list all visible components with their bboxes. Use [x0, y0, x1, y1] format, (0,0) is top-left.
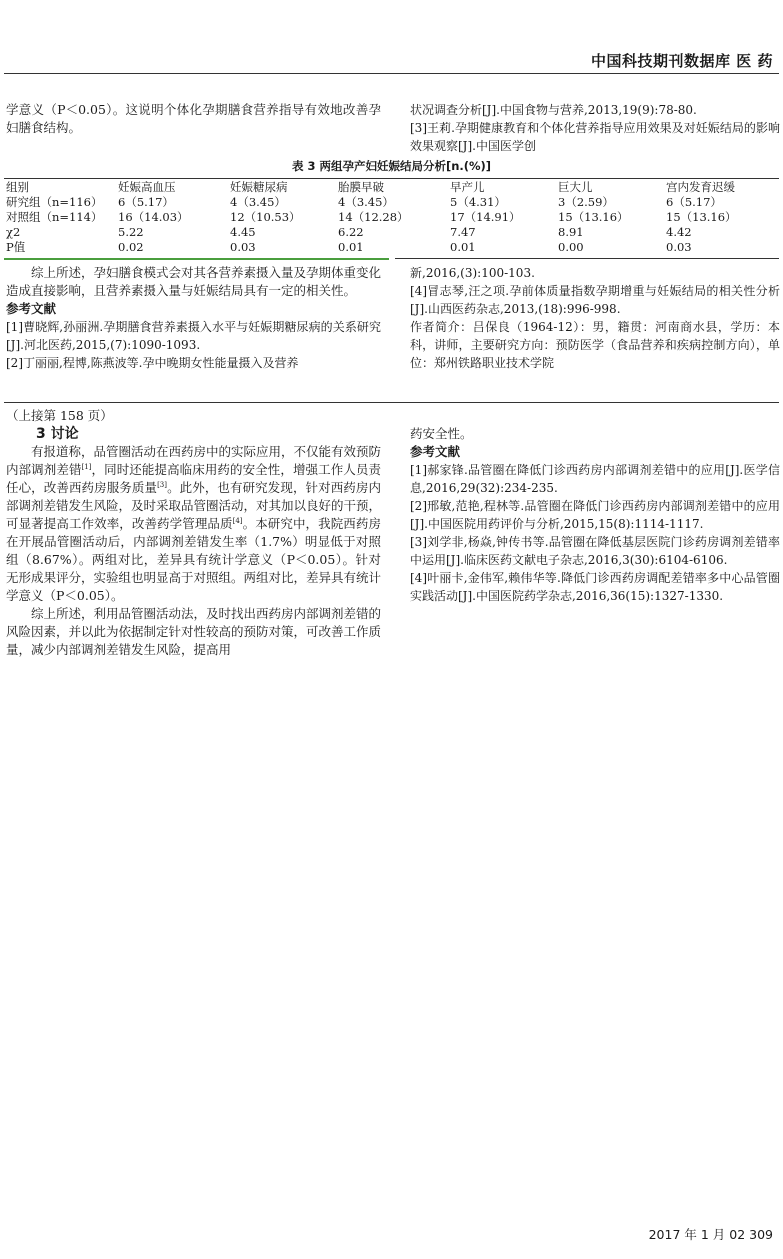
table-cell: 16（14.03） — [118, 210, 189, 224]
table-cell: P值 — [6, 240, 26, 254]
reference-item: [1]曹晓辉,孙丽洲.孕期膳食营养素摄入水平与妊娠期糖尿病的关系研究[J].河北医药,2015,(7):1090-1093. — [6, 320, 381, 352]
reference-item: [4]冒志琴,汪之项.孕前体质量指数孕期增重与妊娠结局的相关性分析[J].山西医药杂志,2013,(18):996-998. — [410, 284, 780, 316]
continued-note: （上接第 158 页） — [6, 408, 113, 423]
table-cell: 0.00 — [558, 240, 584, 254]
discussion-paragraph — [6, 443, 381, 605]
table-row — [4, 210, 774, 225]
top-right-column — [410, 101, 780, 155]
table-header-cell: 巨大儿 — [558, 180, 593, 194]
reference-item: [2]丁丽丽,程博,陈燕波等.孕中晚期女性能量摄入及营养 — [6, 356, 299, 370]
mid-left-column — [6, 264, 381, 372]
table-cell: 17（14.91） — [450, 210, 521, 224]
discussion-text: ，同时还能提高临床用药的安全性，增强工作人员责任心，改善西药房服务质量 — [6, 462, 381, 495]
section-divider-green — [4, 258, 389, 260]
table-cell: 0.01 — [338, 240, 364, 254]
reference-item: 状况调查分析[J].中国食物与营养,2013,19(9):78-80. — [410, 103, 697, 117]
table-cell: 0.01 — [450, 240, 476, 254]
table-cell: 5（4.31） — [450, 195, 506, 209]
mid-right-column — [410, 264, 780, 372]
outcome-table-wrap — [4, 180, 779, 255]
outcome-table — [4, 180, 774, 255]
table-row — [4, 225, 774, 240]
top-left-column — [6, 101, 381, 137]
discussion-text: 。此外，也有研究发现，针对西药房内部调剂差错发生风险，及时采取品管圈活动，对其加以良好的干预，可显著提高工作效率，改善药学管理品质 — [6, 480, 382, 531]
table-header-cell: 妊娠高血压 — [118, 180, 176, 194]
table-cell: 研究组（n=116） — [6, 195, 103, 209]
table-cell: 6.22 — [338, 225, 364, 239]
article-separator-rule — [4, 402, 779, 403]
journal-title: 中国科技期刊数据库 医 药 — [591, 52, 773, 70]
table-cell: 14（12.28） — [338, 210, 409, 224]
bottom-right-column — [410, 425, 780, 605]
table-cell: 4.42 — [666, 225, 692, 239]
table-cell: 4（3.45） — [338, 195, 394, 209]
section-heading: 3 讨论 — [36, 426, 79, 442]
table-caption: 表 3 两组孕产妇妊娠结局分析[n.(%)] — [291, 159, 492, 173]
discussion-text: 。本研究中，我院西药房在开展品管圈活动后，内部调剂差错发生率（1.7%）明显低于对照组（8.67%）。两组对比，差异具有统计学意义（P＜0.05）。针对无形成果评分，实验组也明显高于对照组。两组对比，差异具有统计学意义（P＜0.05）。 — [6, 516, 382, 603]
reference-item: [3]刘学非,杨焱,钟传书等.品管圈在降低基层医院门诊药房调剂差错率中运用[J].临床医药文献电子杂志,2016,3(30):6104-6106. — [410, 535, 780, 567]
table-cell: 4（3.45） — [230, 195, 286, 209]
citation-mark: [3] — [157, 480, 167, 489]
reference-item: [3]王莉.孕期健康教育和个体化营养指导应用效果及对妊娠结局的影响效果观察[J].中国医学创 — [410, 121, 780, 153]
table-header-cell: 妊娠糖尿病 — [230, 180, 288, 194]
conclusion-paragraph: 综上所述，孕妇膳食模式会对其各营养素摄入量及孕期体重变化造成直接影响，且营养素摄入量与妊娠结局具有一定的相关性。 — [6, 265, 382, 298]
table-header-cell: 宫内发育迟缓 — [666, 180, 735, 194]
author-bio: 作者简介：吕保良（1964-12）：男，籍贯：河南商水县，学历：本科，讲师，主要研究方向：预防医学（食品营养和疾病控制方向），单位：郑州铁路职业技术学院 — [410, 320, 780, 370]
table-cell: 0.03 — [666, 240, 692, 254]
reference-item: [1]郝家锋.品管圈在降低门诊西药房内部调剂差错中的应用[J].医学信息,2016,29(32):234-235. — [410, 463, 780, 495]
table-cell: 0.02 — [118, 240, 144, 254]
top-left-paragraph: 学意义（P＜0.05）。这说明个体化孕期膳食营养指导有效地改善孕妇膳食结构。 — [6, 102, 381, 135]
table-cell: 4.45 — [230, 225, 256, 239]
references-heading: 参考文献 — [6, 301, 57, 316]
table-cell: 7.47 — [450, 225, 476, 239]
table-cell: 12（10.53） — [230, 210, 301, 224]
reference-item: 新,2016,(3):100-103. — [410, 266, 535, 280]
table-cell: 15（13.16） — [558, 210, 629, 224]
table-row — [4, 195, 774, 210]
references-heading: 参考文献 — [410, 444, 461, 459]
table-top-rule — [4, 178, 779, 179]
table-bottom-rule — [395, 258, 779, 259]
table-cell: 5.22 — [118, 225, 144, 239]
bottom-left-column — [6, 407, 381, 659]
table-header-row — [4, 180, 774, 195]
continuation-text: 药安全性。 — [410, 426, 473, 441]
discussion-text: 有报道称，品管圈活动在西药房中的实际应用，不仅能有效预防内部调剂差错 — [6, 444, 382, 477]
table-header-cell: 胎膜早破 — [338, 180, 384, 194]
table-cell: χ2 — [6, 225, 21, 239]
summary-paragraph: 综上所述，利用品管圈活动法，及时找出西药房内部调剂差错的风险因素，并以此为依据制定针对性较高的预防对策，可改善工作质量，减少内部调剂差错发生风险，提高用 — [6, 606, 382, 657]
table-cell: 15（13.16） — [666, 210, 737, 224]
citation-mark: [1] — [81, 462, 92, 471]
citation-mark: [4] — [232, 516, 243, 525]
table-header-cell: 早产儿 — [450, 180, 485, 194]
reference-item: [4]叶丽卡,金伟军,赖伟华等.降低门诊西药房调配差错率多中心品管圈实践活动[J].中国医院药学杂志,2016,36(15):1327-1330. — [410, 571, 780, 603]
table-cell: 6（5.17） — [118, 195, 174, 209]
table-cell: 8.91 — [558, 225, 584, 239]
table-cell: 3（2.59） — [558, 195, 614, 209]
table-header-cell: 组别 — [6, 180, 29, 194]
table-cell: 对照组（n=114） — [6, 210, 103, 224]
table-cell: 0.03 — [230, 240, 256, 254]
reference-item: [2]邢敏,范艳,程林等.品管圈在降低门诊西药房内部调剂差错中的应用[J].中国医院用药评价与分析,2015,15(8):1114-1117. — [410, 499, 780, 531]
page-footer: 2017 年 1 月 02 309 — [648, 1227, 773, 1242]
header-rule — [4, 73, 779, 74]
table-cell: 6（5.17） — [666, 195, 722, 209]
table-row — [4, 240, 774, 255]
